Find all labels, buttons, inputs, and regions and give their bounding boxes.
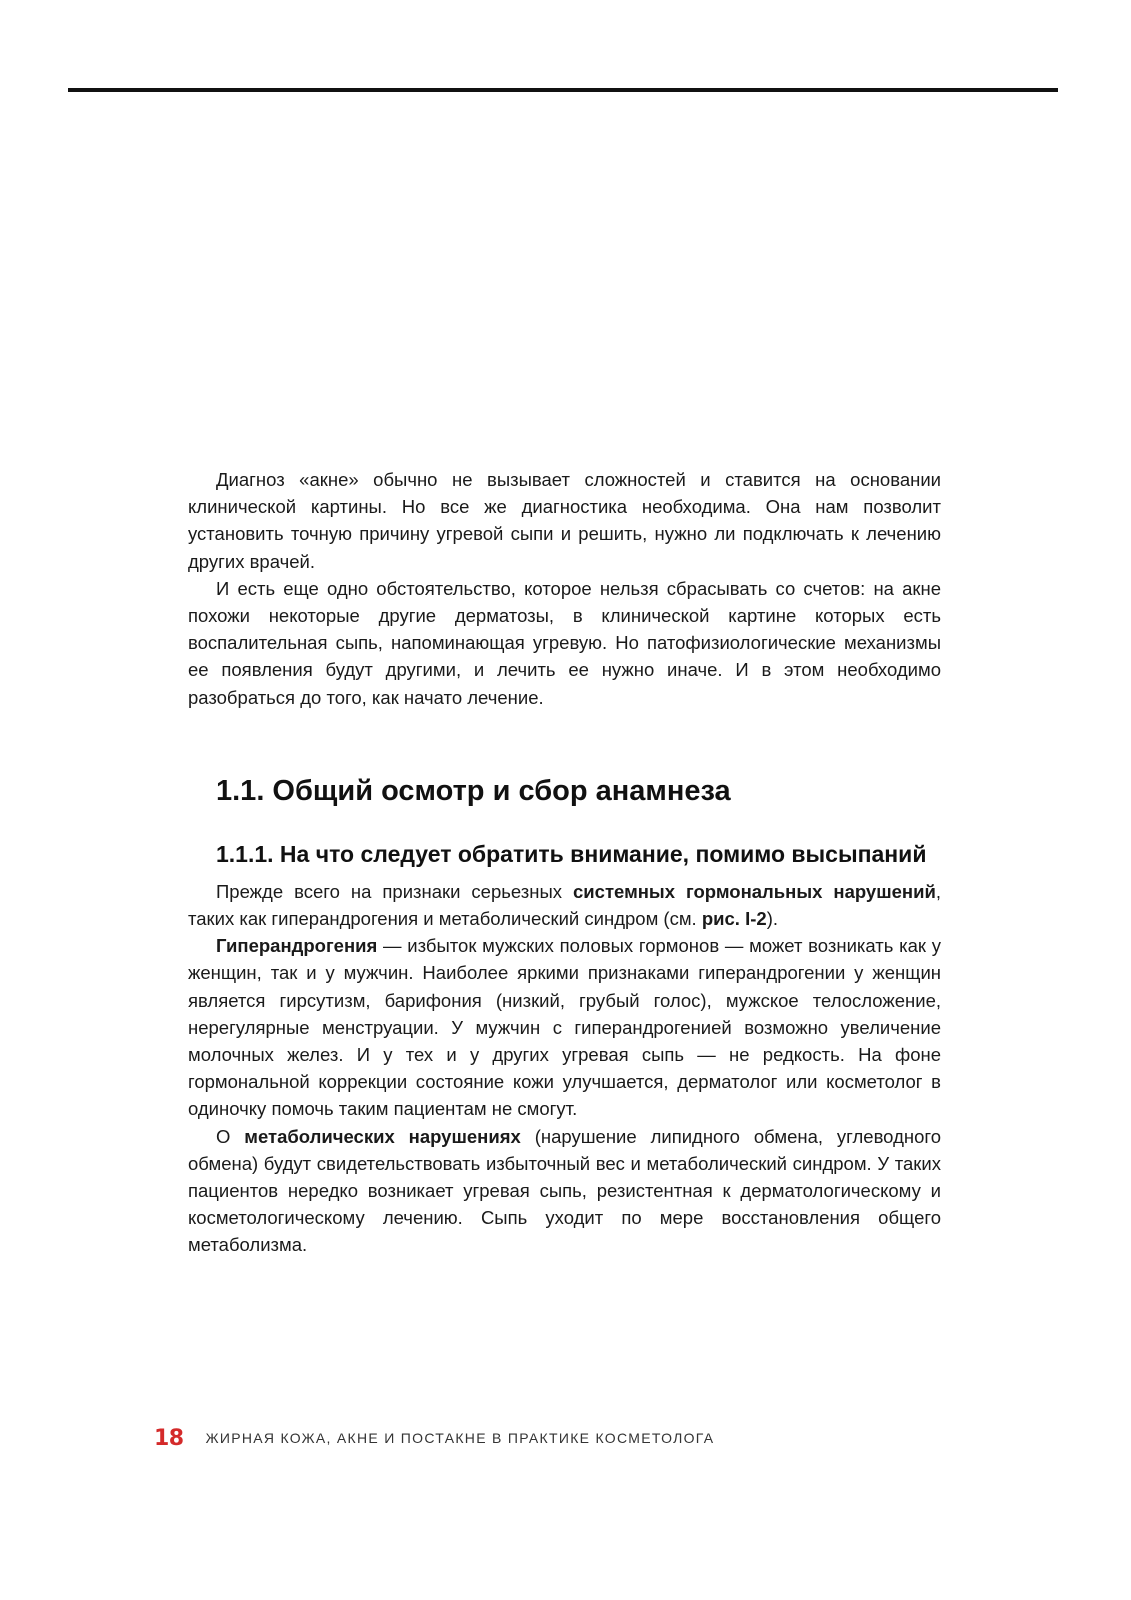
page-footer [154,1426,714,1450]
figure-reference: рис. I-2 [701,908,767,930]
top-rule [68,88,1058,92]
text-run: (нарушение липидного обмена, углеводного обмена) будут свидетельствовать избыточный вес и метаболический синдром. У таких пациентов нередко возникает угревая сыпь, резистентная к дерматологическому и косметологическому лечению. Сыпь уходит по мере восстановления общего метаболизма. [188,1125,941,1256]
bold-term: системных гормональных нарушений [573,880,936,902]
intro-paragraph-2: И есть еще одно обстоятельство, которое нельзя сбрасывать со счетов: на акне похожи некоторые другие дерматозы, в клинической картине которых есть воспалительная сыпь, напоминающая угревую. Но патофизиологические механизмы ее появления будут другими, и лечить ее нужно иначе. И в этом необходимо разобраться до того, как начато лечение. [188,577,941,708]
bold-term: метаболических нарушениях [244,1125,521,1147]
body-paragraph-1 [188,878,941,932]
text-run: Прежде всего на признаки серьезных [216,880,574,902]
intro-paragraph-1: Диагноз «акне» обычно не вызывает сложностей и ставится на основании клинической картины. Но все же диагностика необходима. Она нам позволит установить точную причину угревой сыпи и решить, нужно ли подключать к лечению других врачей. [188,469,941,572]
bold-term: Гиперандрогения [216,935,378,957]
text-run: , таких как гиперандрогения и метаболический синдром (см. [188,880,941,930]
body-paragraph-3 [188,1123,941,1259]
text-run: — избыток мужских половых гормонов — может возникать как у женщин, так и у мужчин. Наиболее яркими признаками гиперандрогении у женщин является гирсутизм, барифония (низкий, грубый голос), мужское телосложение, нерегулярные менструации. У мужчин с гиперандрогенией возможно увеличение молочных желез. И у тех и у других угревая сыпь — не редкость. На фоне гормональной коррекции состояние кожи улучшается, дерматолог или косметолог в одиночку помочь таким пациентам не смогут. [188,935,941,1120]
text-run: О [216,1125,245,1147]
page-number: 18 [154,1425,184,1451]
page-content [188,466,941,1259]
subsection-title: 1.1.1. На что следует обратить внимание, помимо высыпаний [216,840,927,867]
text-run: ). [766,908,778,930]
body-paragraph-2 [188,932,941,1122]
running-title: ЖИРНАЯ КОЖА, АКНЕ И ПОСТАКНЕ В ПРАКТИКЕ КОСМЕТОЛОГА [205,1430,715,1446]
section-title: 1.1. Общий осмотр и сбор анамнеза [216,774,731,807]
